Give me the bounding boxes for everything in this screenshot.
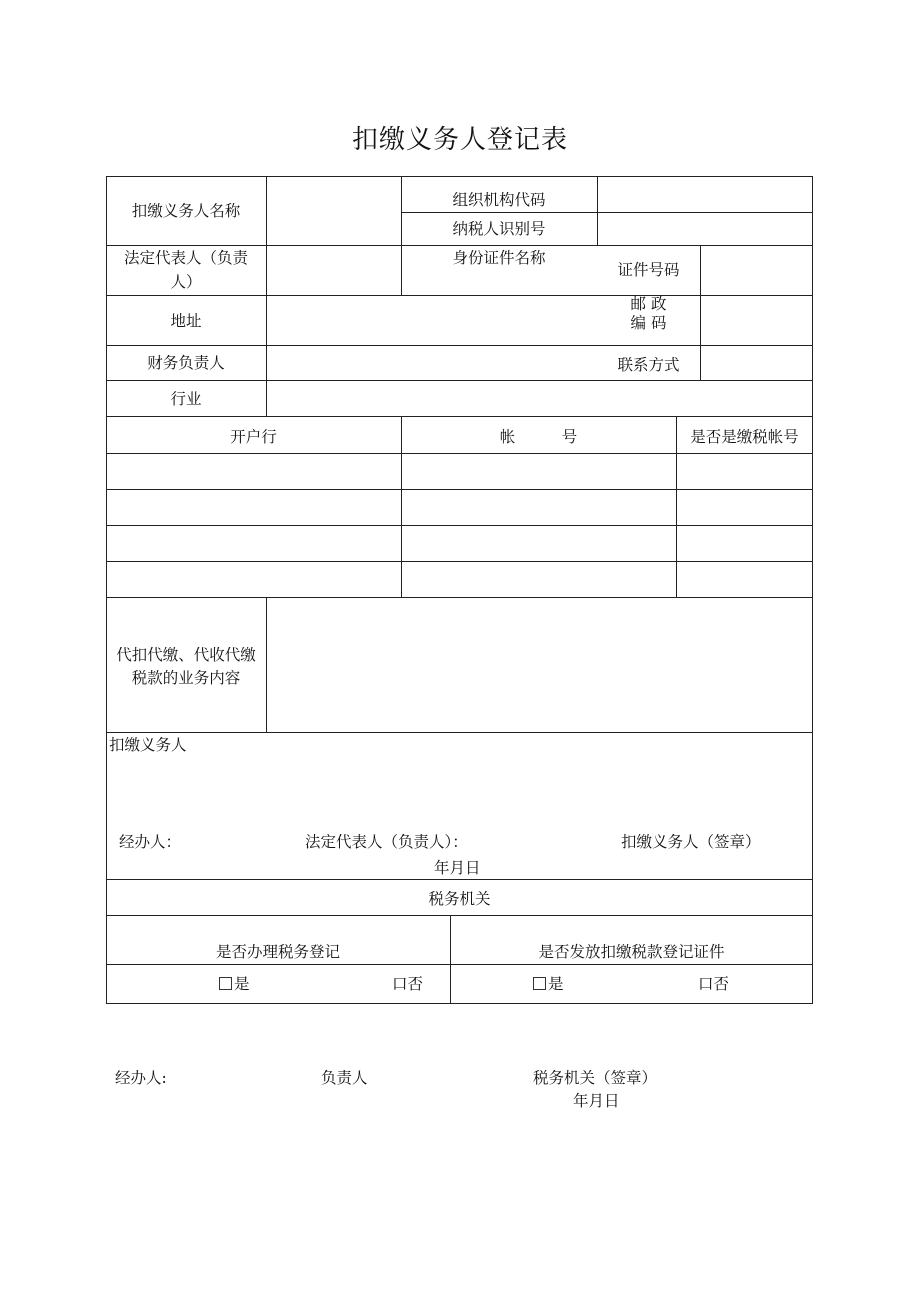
account-cell[interactable] [402, 490, 676, 525]
id-number-label: 证件号码 [617, 261, 680, 279]
bank-cell[interactable] [107, 454, 401, 489]
agent-sign-heading: 扣缴义务人 [109, 736, 187, 754]
legal-rep-label-line2: 人） [170, 273, 202, 291]
certificate-yes-option[interactable] [533, 973, 564, 995]
address-field[interactable] [267, 296, 597, 345]
taxpayer-id-field[interactable] [598, 213, 812, 245]
option-no-label: 否 [713, 975, 730, 993]
certificate-question: 是否发放扣缴税款登记证件 [538, 943, 725, 961]
account-column-header: 帐 号 [499, 428, 578, 446]
tax-account-cell[interactable] [677, 454, 812, 489]
org-code-label: 组织机构代码 [452, 191, 546, 209]
account-cell[interactable] [402, 526, 676, 561]
id-doc-name-label: 身份证件名称 [452, 249, 546, 267]
address-label: 地址 [170, 312, 202, 330]
org-code-field[interactable] [598, 177, 812, 212]
registration-no-option[interactable] [392, 973, 423, 995]
tax-account-cell[interactable] [677, 562, 812, 597]
legal-rep-label-line1: 法定代表人（负责 [123, 249, 248, 267]
id-number-field[interactable] [701, 246, 812, 295]
checkbox-glyph[interactable]: 口 [392, 975, 408, 993]
account-cell[interactable] [402, 562, 676, 597]
certificate-no-option[interactable] [698, 973, 729, 995]
account-cell[interactable] [402, 454, 676, 489]
option-yes-label: 是 [234, 975, 250, 993]
contact-label: 联系方式 [617, 356, 680, 374]
checkbox-icon[interactable] [219, 977, 232, 990]
agent-legal-rep-label: 法定代表人（负责人）： [305, 833, 468, 851]
finance-head-label: 财务负责人 [147, 354, 225, 372]
agent-handler-label: 经办人： [119, 833, 182, 851]
agent-seal-label: 扣缴义务人（签章） [621, 833, 761, 851]
row-divider [106, 879, 813, 880]
checkbox-icon[interactable] [533, 977, 546, 990]
form-title: 扣缴义务人登记表 [351, 125, 568, 155]
agent-name-field[interactable] [267, 177, 401, 245]
tax-office-heading: 税务机关 [428, 890, 491, 908]
tax-account-column-header: 是否是缴税帐号 [690, 428, 799, 446]
bank-cell[interactable] [107, 562, 401, 597]
tax-account-cell[interactable] [677, 526, 812, 561]
row-divider [106, 732, 813, 733]
option-yes-label: 是 [548, 975, 564, 993]
row-divider [106, 964, 813, 965]
option-no-label: 否 [407, 975, 424, 993]
business-content-field[interactable] [267, 598, 812, 732]
bank-column-header: 开户行 [230, 428, 277, 446]
checkbox-glyph[interactable]: 口 [698, 975, 714, 993]
table-right-border [812, 176, 813, 1004]
postal-label-line1: 邮 政 [630, 295, 667, 313]
agent-date-label: 年月日 [434, 859, 481, 877]
bank-cell[interactable] [107, 526, 401, 561]
row-divider [106, 416, 813, 417]
bank-cell[interactable] [107, 490, 401, 525]
registration-yes-option[interactable] [219, 973, 250, 995]
taxpayer-id-label: 纳税人识别号 [452, 220, 546, 238]
contact-field[interactable] [701, 346, 812, 380]
postal-code-field[interactable] [701, 296, 812, 345]
legal-rep-field[interactable] [267, 246, 401, 295]
industry-label: 行业 [170, 390, 202, 408]
footer-head-label: 负责人 [321, 1069, 368, 1087]
industry-field[interactable] [267, 381, 812, 416]
table-bottom-border [106, 1003, 813, 1004]
business-label-line1: 代扣代缴、代收代缴 [116, 646, 256, 664]
business-label-line2: 税款的业务内容 [131, 669, 241, 687]
footer-date-label: 年月日 [573, 1092, 620, 1110]
footer-seal-label: 税务机关（签章） [533, 1069, 658, 1087]
finance-head-field[interactable] [267, 346, 597, 380]
footer-handler-label: 经办人: [115, 1069, 167, 1087]
tax-account-cell[interactable] [677, 490, 812, 525]
postal-label-line2: 编 码 [630, 314, 667, 332]
registration-question: 是否办理税务登记 [215, 943, 340, 961]
agent-name-label: 扣缴义务人名称 [131, 202, 241, 220]
row-divider [106, 915, 813, 916]
